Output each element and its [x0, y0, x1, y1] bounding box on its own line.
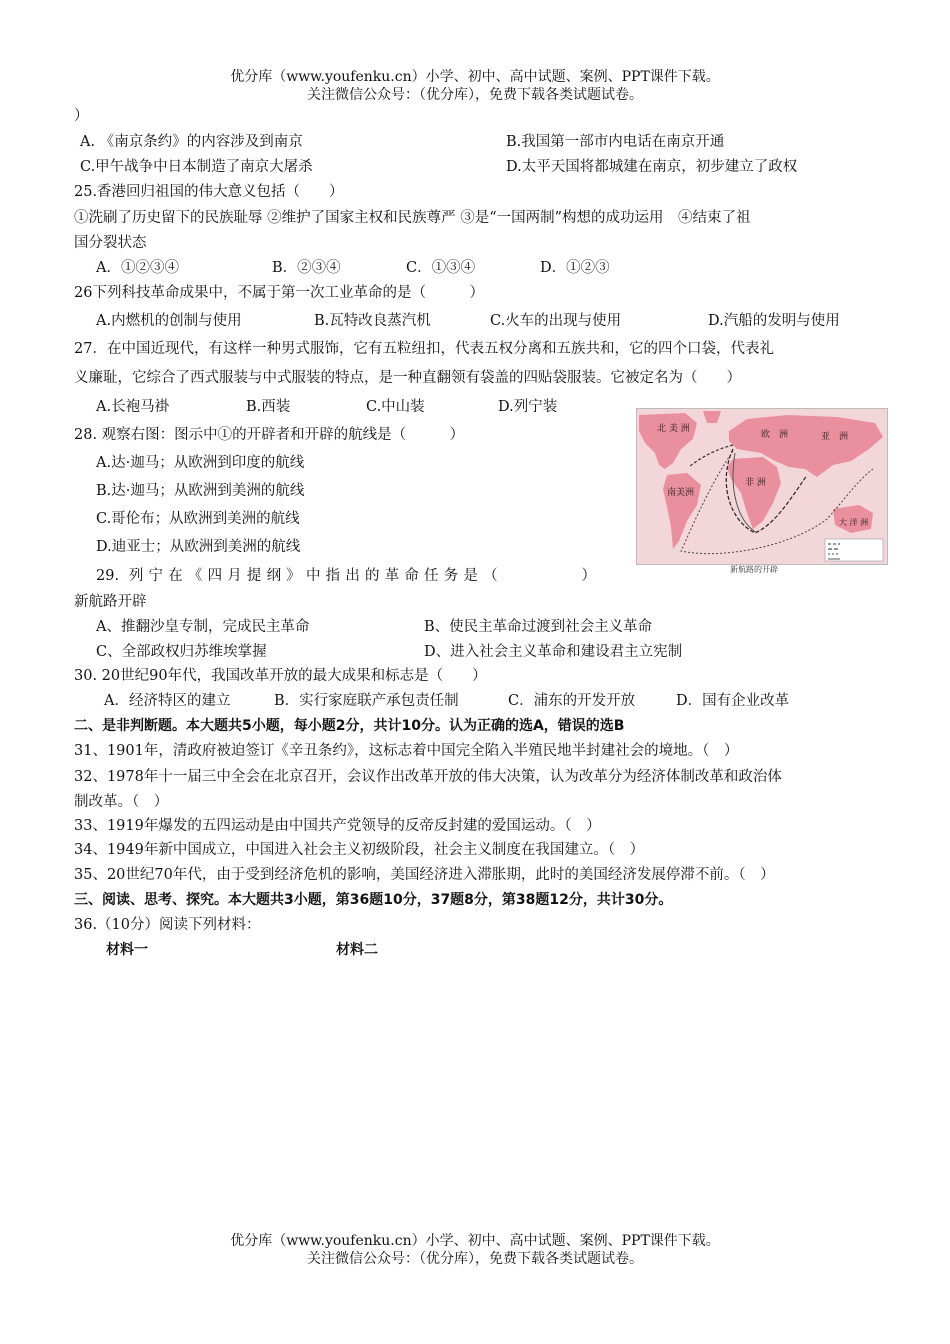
- q24-option-a: A. 《南京条约》的内容涉及到南京: [80, 134, 303, 150]
- q24-continuation: ）: [74, 108, 89, 124]
- map-label-europe: 欧 洲: [761, 430, 789, 440]
- q25-option-a: A．①②③④: [96, 260, 179, 276]
- q33: 33、1919年爆发的五四运动是由中国共产党领导的反帝反封建的爱国运动。（ ）: [74, 818, 601, 834]
- new-sea-routes-map: [636, 408, 888, 565]
- q28-option-c: C.哥伦布；从欧洲到美洲的航线: [96, 511, 300, 527]
- q24-option-b: B.我国第一部市内电话在南京开通: [506, 134, 725, 150]
- map-svg: [637, 409, 887, 564]
- map-label-asia: 亚 洲: [821, 432, 849, 442]
- q32-line2: 制改革。（ ）: [74, 794, 169, 810]
- q32-line1: 32、1978年十一届三中全会在北京召开，会议作出改革开放的伟大决策，认为改革分为经济体制改革和政治体: [74, 769, 782, 785]
- material-2-label: 材料二: [336, 942, 378, 958]
- q28-option-b: B.达·迦马；从欧洲到美洲的航线: [96, 483, 305, 499]
- q27-option-d: D.列宁装: [498, 399, 558, 415]
- material-1-label: 材料一: [106, 942, 148, 958]
- q28-stem: 28. 观察右图：图示中①的开辟者和开辟的航线是（ ）: [74, 427, 465, 443]
- q30-option-c: C．浦东的开发开放: [508, 693, 636, 709]
- q27-stem-line2: 义廉耻，它综合了西式服装与中式服装的特点，是一种直翻领有袋盖的四贴袋服装。它被定名为（ ）: [74, 370, 741, 386]
- q26-option-a: A.内燃机的创制与使用: [96, 313, 242, 329]
- map-caption: 新航路的开辟: [730, 565, 778, 574]
- q29-continuation: 新航路开辟: [74, 594, 147, 610]
- q25-stem: 25.香港回归祖国的伟大意义包括（ ）: [74, 184, 344, 200]
- q35: 35、20世纪70年代，由于受到经济危机的影响，美国经济进入滞胀期，此时的美国经济发展停滞不前。（ ）: [74, 867, 775, 883]
- q36-stem: 36.（10分）阅读下列材料：: [74, 917, 261, 933]
- q25-items-line1: ①洗刷了历史留下的民族耻辱 ②维护了国家主权和民族尊严 ③是“一国两制”构想的成功运用 ④结束了祖: [74, 210, 751, 226]
- section-3-heading: 三、阅读、思考、探究。本大题共3小题，第36题10分，37题8分，第38题12分，共计30分。: [74, 892, 673, 908]
- q25-option-b: B．②③④: [272, 260, 341, 276]
- footer-line-2: 关注微信公众号：（优分库），免费下载各类试题试卷。: [307, 1251, 643, 1267]
- q25-items-line2: 国分裂状态: [74, 235, 147, 251]
- q30-option-d: D．国有企业改革: [676, 693, 790, 709]
- q30-stem: 30. 20世纪90年代，我国改革开放的最大成果和标志是（ ）: [74, 668, 487, 684]
- q29-stem: 29. 列宁在《四月提纲》中指出的革命任务是（ ）: [96, 568, 596, 584]
- q34: 34、1949年新中国成立，中国进入社会主义初级阶段，社会主义制度在我国建立。（ ）: [74, 842, 645, 858]
- q27-stem-line1: 27．在中国近现代，有这样一种男式服饰，它有五粒纽扣，代表五权分离和五族共和，它的四个口袋，代表礼: [74, 341, 774, 357]
- q30-option-a: A．经济特区的建立: [104, 693, 231, 709]
- q26-option-d: D.汽船的发明与使用: [708, 313, 840, 329]
- q31: 31、1901年，清政府被迫签订《辛丑条约》，这标志着中国完全陷入半殖民地半封建社会的境地。（ ）: [74, 743, 739, 759]
- q29-option-b: B、使民主革命过渡到社会主义革命: [424, 619, 653, 635]
- q28-option-d: D.迪亚士；从欧洲到美洲的航线: [96, 539, 301, 555]
- q30-option-b: B．实行家庭联产承包责任制: [274, 693, 459, 709]
- q25-option-c: C．①③④: [406, 260, 476, 276]
- section-2-heading: 二、是非判断题。本大题共5小题，每小题2分，共计10分。认为正确的选A，错误的选B: [74, 718, 625, 734]
- q27-option-c: C.中山装: [366, 399, 425, 415]
- q24-option-c: C.甲午战争中日本制造了南京大屠杀: [80, 159, 313, 175]
- map-label-africa: 非 洲: [745, 478, 766, 488]
- q24-option-d: D.太平天国将都城建在南京，初步建立了政权: [506, 159, 798, 175]
- q29-option-a: A、推翻沙皇专制，完成民主革命: [96, 619, 310, 635]
- footer-line-1: 优分库（www.youfenku.cn）小学、初中、高中试题、案例、PPT课件下载。: [230, 1233, 720, 1249]
- map-legend-box: [825, 539, 883, 561]
- q29-option-d: D、进入社会主义革命和建设君主立宪制: [424, 644, 683, 660]
- map-label-north-america: 北 美 洲: [657, 424, 690, 434]
- q27-option-a: A.长袍马褂: [96, 399, 170, 415]
- header-line-1: 优分库（www.youfenku.cn）小学、初中、高中试题、案例、PPT课件下载。: [230, 69, 720, 85]
- map-label-oceania: 大 洋 洲: [839, 518, 869, 527]
- q28-option-a: A.达·迦马；从欧洲到印度的航线: [96, 455, 305, 471]
- map-label-south-america: 南美洲: [667, 488, 695, 498]
- q26-stem: 26下列科技革命成果中，不属于第一次工业革命的是（ ）: [74, 285, 484, 301]
- q25-option-d: D．①②③: [540, 260, 610, 276]
- q29-option-c: C、全部政权归苏维埃掌握: [96, 644, 267, 660]
- q27-option-b: B.西装: [246, 399, 291, 415]
- q26-option-b: B.瓦特改良蒸汽机: [314, 313, 431, 329]
- q26-option-c: C.火车的出现与使用: [490, 313, 622, 329]
- header-line-2: 关注微信公众号：（优分库），免费下载各类试题试卷。: [307, 87, 643, 103]
